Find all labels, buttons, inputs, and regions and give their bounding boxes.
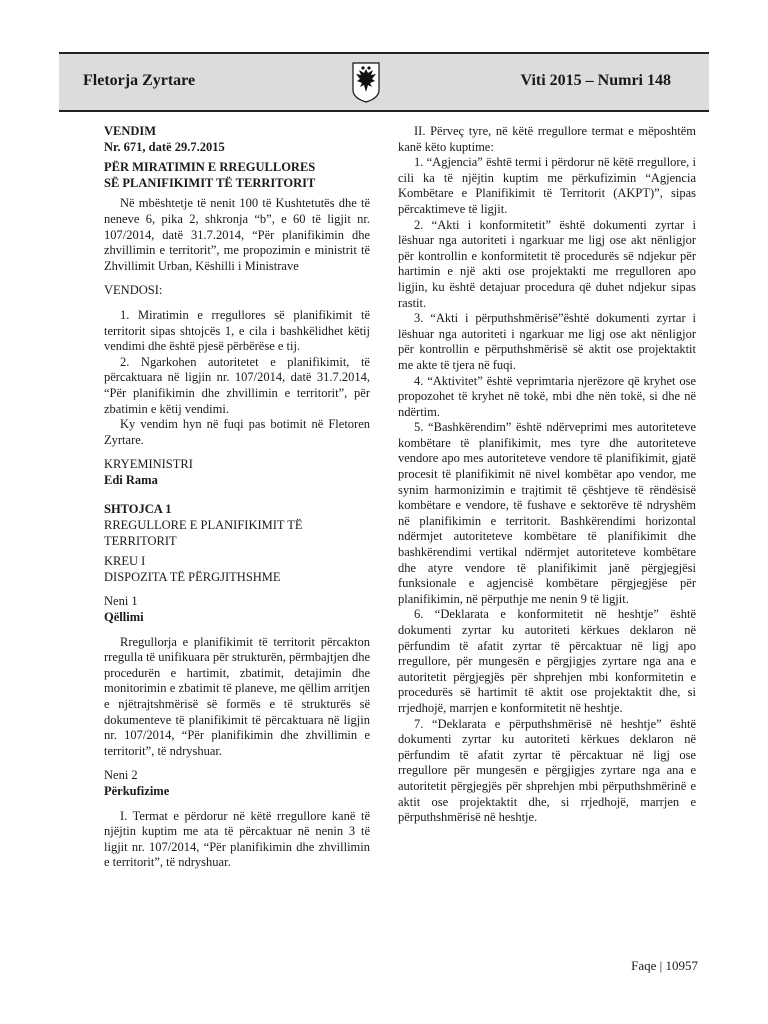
annex-heading: SHTOJCA 1 bbox=[104, 502, 172, 517]
definitions-intro: II. Përveç tyre, në këtë rregullore termat e mëposhtëm kanë këto kuptime: bbox=[398, 124, 696, 154]
definition-7: 7. “Deklarata e përputhshmërisë në heshtje” është dokumenti zyrtar ku autoriteti kërkues deklaron në përfundim të afatit zyrtar të përcaktuar në ligj ose rregullore për mungesën e përgjigjes zyrtare nga ana e autoritetit përgjegjës për shprehjen mbi përputhshmërinë e aktit ose projektaktit dhe, si rrjedhojë, marrjen e përputhshmërisë në heshtje. bbox=[398, 716, 696, 825]
definition-4: 4. “Aktivitet” është veprimtaria njerëzore që kryhet ose propozohet të kryhet në tokë, mbi dhe nën tokë, si dhe në ndërtim. bbox=[398, 373, 696, 419]
article-1-text: Rregullorja e planifikimit të territorit përcakton rregulla të unifikuara për strukturën, përmbajtjen dhe procedurën e hartimit, zbatimit, detajimin dhe monitorimin e zbatimit të planeve, me qëllim arritjen e njëtrajtshmërisë së formës e të strukturës së dokumenteve të planifikimit të përcaktuara në ligjin nr. 107/2014, “Për planifikimin dhe zhvillimin e territorit”, të ndryshuar. bbox=[104, 634, 370, 758]
definition-1: 1. “Agjencia” është termi i përdorur në këtë rregullore, i cili ka të njëjtin kuptim me përkufizimin “Agjencia Kombëtare e Planifikimit të Territorit (AKPT)”, sipas përcaktimeve të ligjit. bbox=[398, 155, 696, 216]
definition-6: 6. “Deklarata e konformitetit në heshtje” është dokumenti zyrtar ku autoriteti kërkues deklaron në përfundim të afatit zyrtar të përcaktuar në ligj apo rregullore, për mungesën e përgjigjes zyrtare nga ana e autoritetit përgjegjës për shprehjen mbi konformitetin e procedurës së hartimit të aktit ose projektaktit dhe, si rrjedhojë, marrjen e konformitetit në heshtje. bbox=[398, 607, 696, 715]
signatory-name: Edi Rama bbox=[104, 472, 158, 487]
article-2-heading: Neni 2 bbox=[104, 768, 138, 783]
decision-title-line2: SË PLANIFIKIMIT TË TERRITORIT bbox=[104, 175, 316, 190]
annex-title-line2: TERRITORIT bbox=[104, 533, 177, 548]
article-1-title: Qëllimi bbox=[104, 610, 144, 625]
albanian-eagle-emblem-icon bbox=[350, 60, 382, 104]
vendosi-heading: VENDOSI: bbox=[104, 283, 163, 298]
definition-5: 5. “Bashkërendim” është ndërveprimi mes autoriteteve kombëtare të planifikimit, mes tyre dhe autoriteteve vendore apo mes autoriteteve vendore të planifikimit, gjatë procesit të planifikimit në nivel kombëtar apo vendor, me synim harmonizimin e trajtimit të çështjeve të rëndësisë kombëtare e vendore, të fushave e sektorëve të ndryshëm në planifikimin e territorit. Bashkërendimi horizontal ndërmjet autoriteteve kombëtare të planifikimit dhe bashkërendimi vertikal ndërmjet autoriteteve kombëtare dhe atyre vendore të planifikimit janë përgjegjësi funksionale e agjencisë kombëtare përgjegjëse për planifikimin, në përputhje me nenin 9 të ligjit. bbox=[398, 420, 696, 606]
issue-number: Viti 2015 – Numri 148 bbox=[520, 72, 671, 89]
entry-into-force: Ky vendim hyn në fuqi pas botimit në Fletoren Zyrtare. bbox=[104, 417, 370, 447]
publication-title: Fletorja Zyrtare bbox=[83, 72, 196, 89]
article-2-title: Përkufizime bbox=[104, 783, 170, 798]
definition-2: 2. “Akti i konformitetit” është dokumenti zyrtar i lëshuar nga autoriteti i ngarkuar me ligj ose akt nënligjor për kontrollin e konformitetit të procedurës së ndjekur për hartimin e një akti ose projektakti me rregulloren apo ligjin, ku është detajuar procedura që duhet ndjekur sipas rastit. bbox=[398, 217, 696, 310]
intro-paragraph: Në mbështetje të nenit 100 të Kushtetutës dhe të neneve 6, pika 2, shkronja “b”, e 60 të ligjit nr. 107/2014, datë 31.7.2014, “Për planifikimin dhe zhvillimin e territorit”, me propozimin e ministrit të Zhvillimit Urban, Këshilli i Ministrave bbox=[104, 196, 370, 273]
article-1-heading: Neni 1 bbox=[104, 594, 138, 609]
decision-title-line1: PËR MIRATIMIN E RREGULLORES bbox=[104, 160, 316, 175]
page-number: Faqe | 10957 bbox=[631, 958, 698, 973]
decision-heading: VENDIM bbox=[104, 124, 157, 138]
chapter-heading: KREU I bbox=[104, 554, 146, 569]
signatory-title: KRYEMINISTRI bbox=[104, 457, 193, 472]
left-column bbox=[104, 124, 370, 871]
point-1: 1. Miratimin e rregullores së planifikimit të territorit sipas shtojcës 1, e cila i bashkëlidhet këtij vendimi dhe është pjesë përbërëse e tij. bbox=[104, 307, 370, 354]
right-column bbox=[398, 124, 696, 826]
page-header bbox=[59, 52, 709, 112]
point-2: 2. Ngarkohen autoritetet e planifikimit, të përcaktuara në ligjin nr. 107/2014, datë 31.7.2014, “Për planifikimin dhe zhvillimin e territorit”, për zbatimin e këtij vendimi. bbox=[104, 354, 370, 416]
definition-3: 3. “Akti i përputhshmërisë”është dokumenti zyrtar i lëshuar nga autoriteti i ngarkuar me ligj ose akt nënligjor për kontrollin e përputhshmërisë së aktit ose projektaktit me akte të tjera në fuqi. bbox=[398, 311, 696, 372]
article-2-text: I. Termat e përdorur në këtë rregullore kanë të njëjtin kuptim me ata të përcaktuar në nenin 3 të ligjit nr. 107/2014, “Për planifikimin dhe zhvillimin e territorit”, të ndryshuar. bbox=[104, 808, 370, 870]
decision-number: Nr. 671, datë 29.7.2015 bbox=[104, 139, 225, 154]
annex-title-line1: RREGULLORE E PLANIFIKIMIT TË bbox=[104, 518, 303, 533]
chapter-title: DISPOZITA TË PËRGJITHSHME bbox=[104, 569, 281, 584]
